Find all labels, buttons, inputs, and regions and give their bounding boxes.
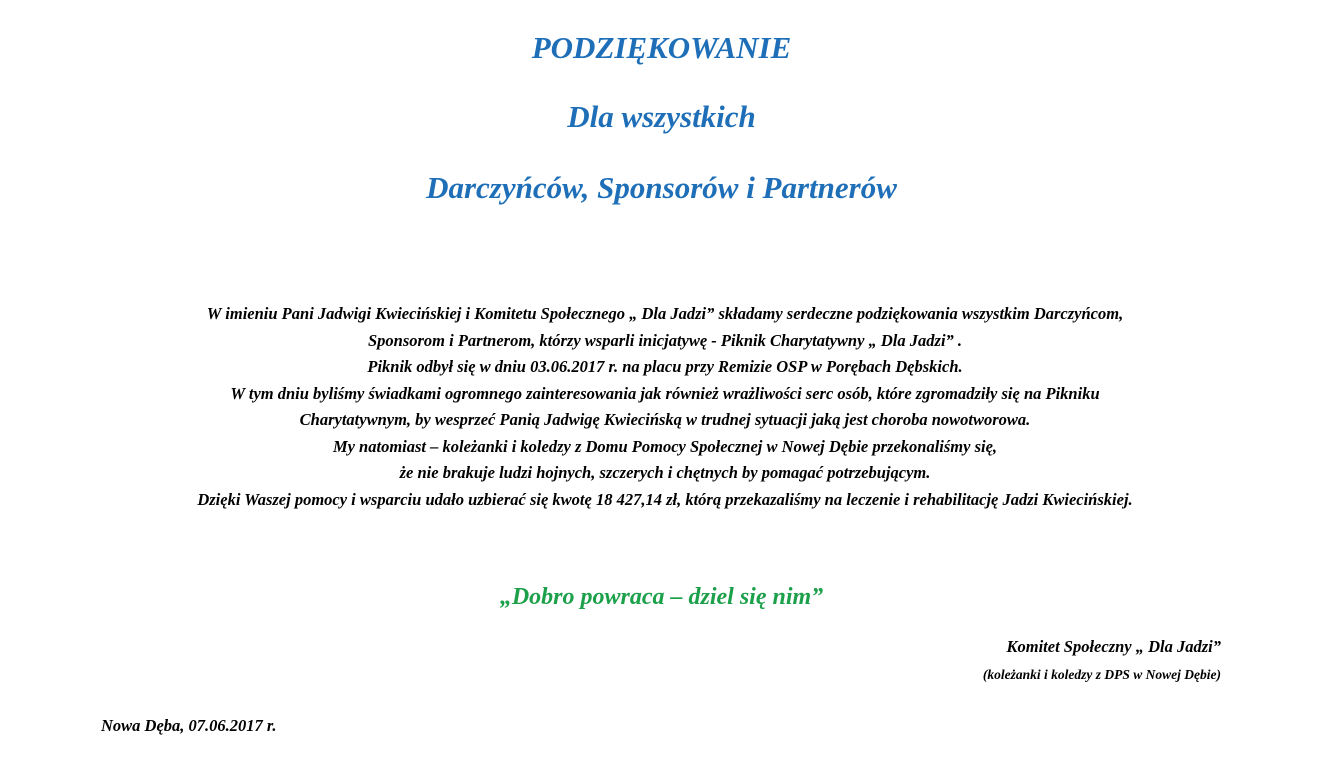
title-for-all: Dla wszystkich — [567, 99, 756, 134]
body-line: W imieniu Pani Jadwigi Kwiecińskiej i Komitetu Społecznego „ Dla Jadzi” składamy serdeczne podziękowania wszystkim Darczyńcom, — [206, 304, 1124, 323]
place-and-date: Nowa Dęba, 07.06.2017 r. — [101, 716, 277, 735]
body-line: Dzięki Waszej pomocy i wsparciu udało uzbierać się kwotę 18 427,14 zł, którą przekazaliśmy na leczenie i rehabilitację Jadzi Kwiecińskiej. — [197, 489, 1133, 509]
body-line: Charytatywnym, by wesprzeć Panią Jadwigę Kwiecińską w trudnej sytuacji jaką jest choroba nowotworowa. — [299, 410, 1031, 429]
body-line: My natomiast – koleżanki i koledzy z Domu Pomocy Społecznej w Nowej Dębie przekonaliśmy się, — [332, 436, 998, 456]
body-paragraph — [60, 301, 1270, 513]
body-line: Sponsorom i Partnerom, którzy wsparli inicjatywę - Piknik Charytatywny „ Dla Jadzi” . — [367, 330, 963, 350]
signature-name: Komitet Społeczny „ Dla Jadzi” — [1006, 637, 1221, 656]
motto: „Dobro powraca – dziel się nim” — [499, 584, 824, 610]
title-donors: Darczyńców, Sponsorów i Partnerów — [426, 170, 897, 205]
body-line: W tym dniu byliśmy świadkami ogromnego zainteresowania jak również wrażliwości serc osób, które zgromadziły się na Pikniku — [230, 383, 1100, 403]
body-line: że nie brakuje ludzi hojnych, szczerych i chętnych by pomagać potrzebującym. — [399, 463, 931, 482]
title-thanks: PODZIĘKOWANIE — [531, 30, 792, 65]
signature-subtitle: (koleżanki i koledzy z DPS w Nowej Dębie) — [982, 667, 1221, 682]
body-line: Piknik odbył się w dniu 03.06.2017 r. na placu przy Remizie OSP w Porębach Dębskich. — [367, 357, 963, 376]
